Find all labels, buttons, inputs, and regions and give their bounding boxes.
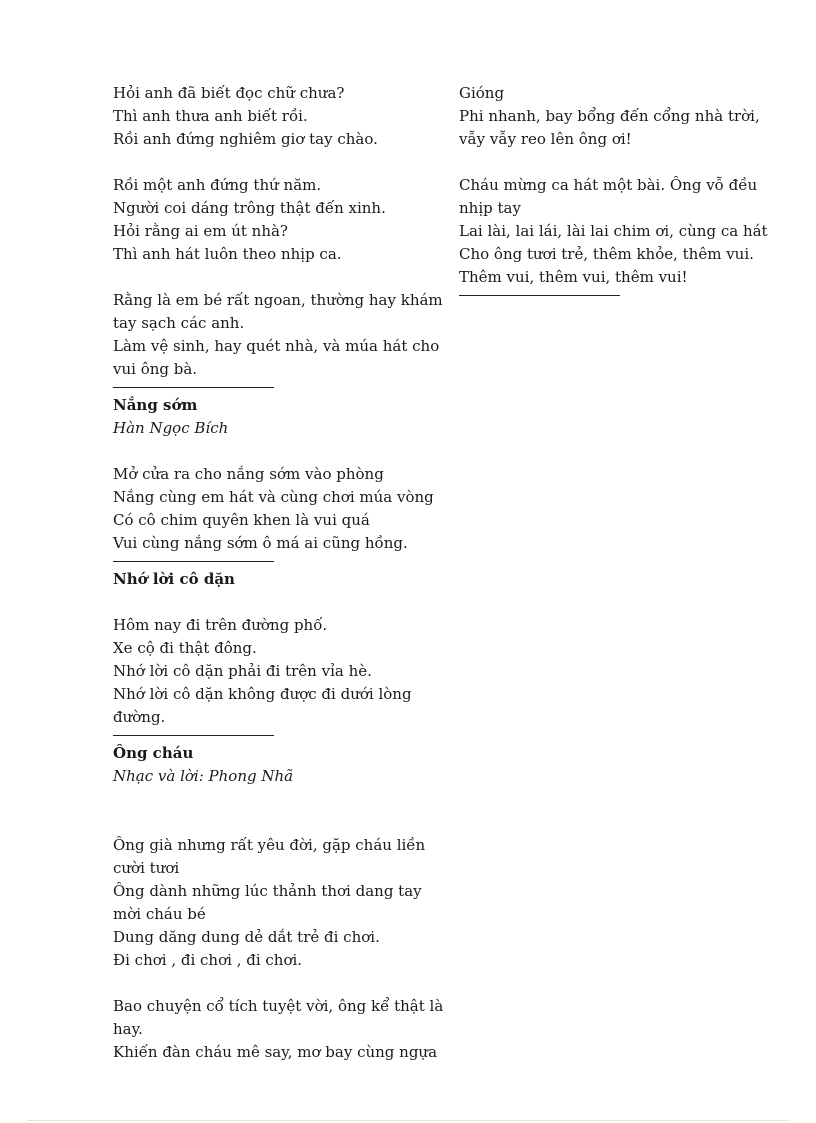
verse-line: Gióng <box>459 84 505 102</box>
verse-line: Lai lài, lai lái, lài lai chim ơi, cùng ca hát <box>459 222 768 240</box>
verse-line: Xe cộ đi thật đông. <box>113 639 257 657</box>
verse-line: Cháu mừng ca hát một bài. Ông vỗ đều nhịp tay <box>459 176 758 217</box>
verse-line: Có cô chim quyên khen là vui quá <box>113 511 370 529</box>
song-author-ong-chau: Nhạc và lời: Phong Nhã <box>113 767 294 785</box>
verse-line: Ông già nhưng rất yêu đời, gặp cháu liền cười tươi <box>113 836 426 877</box>
verse-line: Hỏi rằng ai em út nhà? <box>113 222 288 240</box>
section-divider <box>459 295 620 296</box>
right-column <box>459 82 779 302</box>
verse-line: Phi nhanh, bay bổng đến cổng nhà trời, vẫy vẫy reo lên ông ơi! <box>459 107 760 148</box>
verse-line: Bao chuyện cổ tích tuyệt vời, ông kể thật là hay. <box>113 997 444 1038</box>
song-title-nho-loi-co-dan: Nhớ lời cô dặn <box>113 570 235 588</box>
verse-line: Mở cửa ra cho nắng sớm vào phòng <box>113 465 384 483</box>
song-title-ong-chau: Ông cháu <box>113 744 194 762</box>
verse-line: Nắng cùng em hát và cùng chơi múa vòng <box>113 488 434 506</box>
section-divider <box>113 387 274 388</box>
verse-line: Thì anh hát luôn theo nhịp ca. <box>113 245 342 263</box>
verse-line: Làm vệ sinh, hay quét nhà, và múa hát cho vui ông bà. <box>113 337 440 378</box>
section-divider <box>113 735 274 736</box>
verse-line: Vui cùng nắng sớm ô má ai cũng hồng. <box>113 534 408 552</box>
song-title-nang-som: Nắng sớm <box>113 396 198 414</box>
verse-line: Đi chơi , đi chơi , đi chơi. <box>113 951 303 969</box>
verse-line: Rằng là em bé rất ngoan, thường hay khám tay sạch các anh. <box>113 291 443 332</box>
verse-line: Rồi một anh đứng thứ năm. <box>113 176 322 194</box>
verse-line: Thêm vui, thêm vui, thêm vui! <box>459 268 688 286</box>
verse-line: Thì anh thưa anh biết rồi. <box>113 107 308 125</box>
verse-line: Người coi dáng trông thật đến xinh. <box>113 199 386 217</box>
verse-line: Khiến đàn cháu mê say, mơ bay cùng ngựa <box>113 1043 438 1061</box>
verse-line: Hỏi anh đã biết đọc chữ chưa? <box>113 84 345 102</box>
verse-line: Nhớ lời cô dặn phải đi trên vỉa hè. <box>113 662 372 680</box>
verse-line: Ông dành những lúc thảnh thơi dang tay mời cháu bé <box>113 882 422 923</box>
page-bottom-border <box>28 1120 788 1121</box>
verse-line: Nhớ lời cô dặn không được đi dưới lòng đường. <box>113 685 412 726</box>
song-author-nang-som: Hàn Ngọc Bích <box>113 419 229 437</box>
verse-line: Rồi anh đứng nghiêm giơ tay chào. <box>113 130 378 148</box>
verse-line: Hôm nay đi trên đường phố. <box>113 616 328 634</box>
verse-line: Cho ông tươi trẻ, thêm khỏe, thêm vui. <box>459 245 754 263</box>
verse-line: Dung dăng dung dẻ dắt trẻ đi chơi. <box>113 928 380 946</box>
section-divider <box>113 561 274 562</box>
left-column <box>113 82 448 1064</box>
